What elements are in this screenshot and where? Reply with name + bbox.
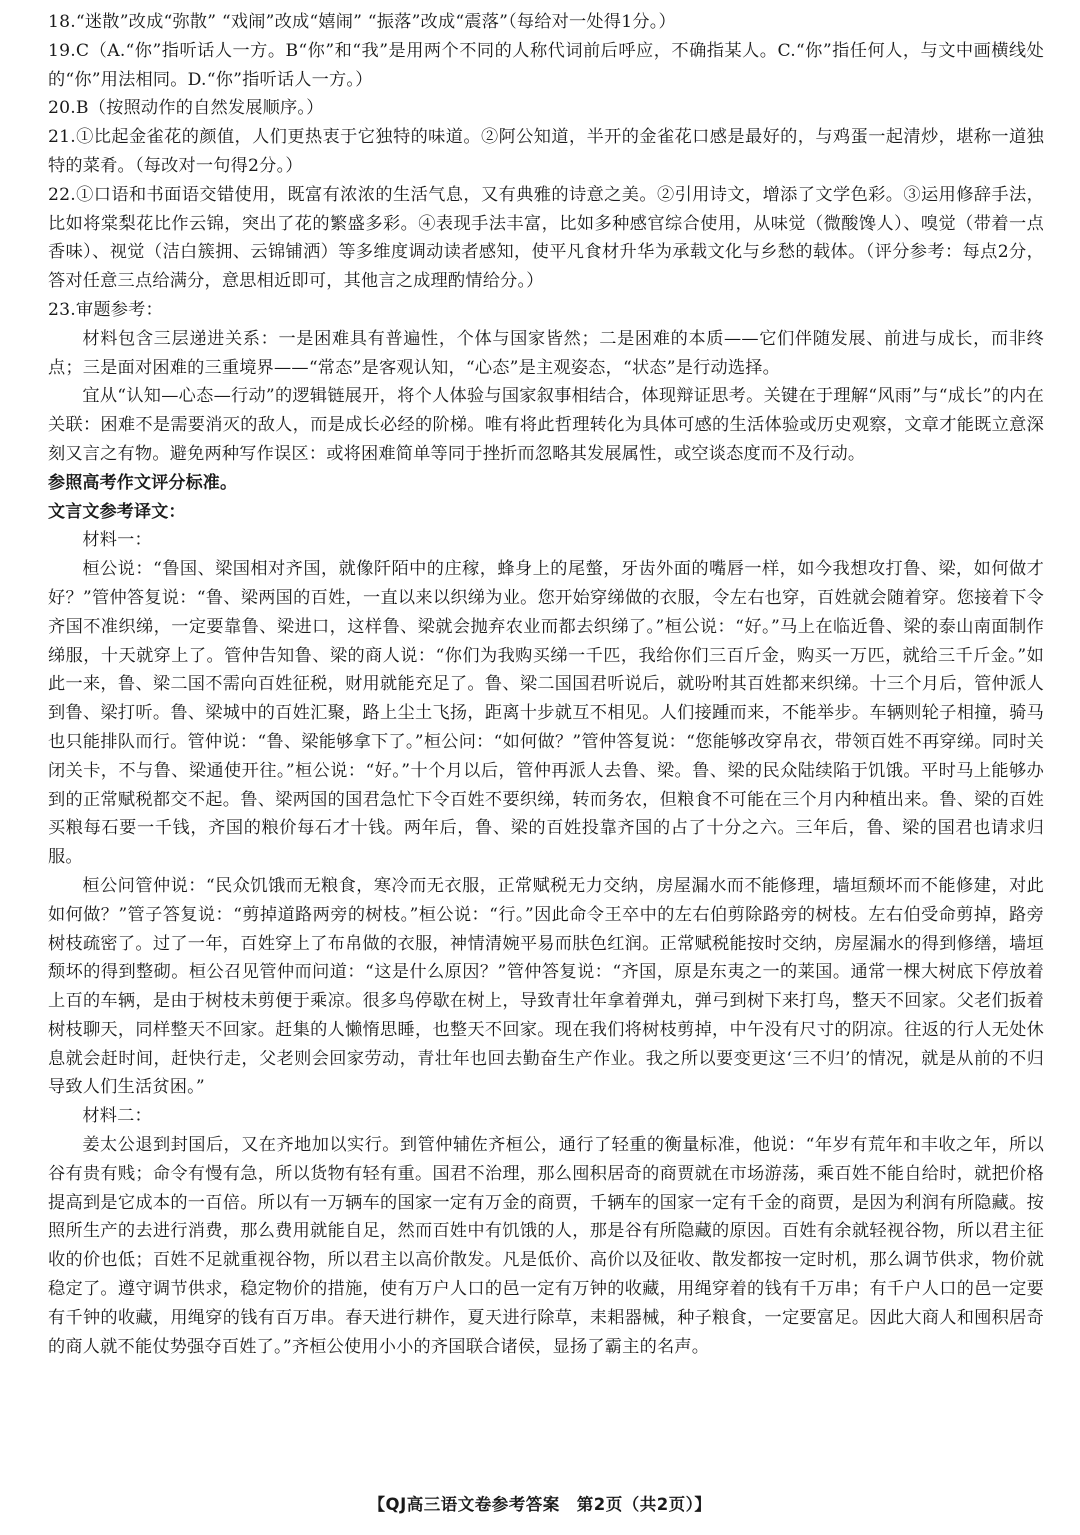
essay-standard-heading: 参照高考作文评分标准。 xyxy=(48,472,238,493)
material-2-label: 材料二： xyxy=(82,1106,152,1127)
answer-23-paragraph-1: 材料包含三层递进关系：一是困难具有普遍性，个体与国家皆然；二是困难的本质——它们伴随发展、前进与成长，而非终点；三是面对困难的三重境界——“常态”是客观认知，“心态”是主观姿态，“状态”是行动选择。 xyxy=(48,328,1044,378)
material-1-paragraph-1: 桓公说：“鲁国、梁国相对齐国，就像阡陌中的庄稼，蜂身上的尾螫，牙齿外面的嘴唇一样，如今我想攻打鲁、梁，如何做才好？”管仲答复说：“鲁、梁两国的百姓，一直以来以织绨为业。您开始穿绨做的衣服，令左右也穿，百姓就会随着穿。您接着下令齐国不准织绨，一定要靠鲁、梁进口，这样鲁、梁就会抛弃农业而都去织绨了。”桓公说：“好。”马上在临近鲁、梁的泰山南面制作绨服，十天就穿上了。管仲告知鲁、梁的商人说：“你们为我购买绨一千匹，我给你们三百斤金，购买一万匹，就给三千斤金。”如此一来，鲁、梁二国不需向百姓征税，财用就能充足了。鲁、梁二国国君听说后，就吩咐其百姓都来织绨。十三个月后，管仲派人到鲁、梁打听。鲁、梁城中的百姓汇聚，路上尘土飞扬，距离十步就互不相见。人们接踵而来，不能举步。车辆则轮子相撞，骑马也只能排队而行。管仲说：“鲁、梁能够拿下了。”桓公问：“如何做？”管仲答复说：“您能够改穿帛衣，带领百姓不再穿绨。同时关闭关卡，不与鲁、梁通使开往。”桓公说：“好。”十个月以后，管仲再派人去鲁、梁。鲁、梁的民众陆续陷于饥饿。平时马上能够办到的正常赋税都交不起。鲁、梁两国的国君急忙下令百姓不要织绨，转而务农，但粮食不可能在三个月内种植出来。鲁、梁的百姓买粮每石要一千钱，齐国的粮价每石才十钱。两年后，鲁、梁的百姓投靠齐国的占了十分之六。三年后，鲁、梁的国君也请求归服。 xyxy=(48,559,1044,868)
answer-18: 18.“迷散”改成“弥散” “戏闹”改成“嬉闹” “振落”改成“震落”（每给对一处得1分。） xyxy=(48,12,676,32)
answer-19: 19.C（A.“你”指听话人一方。B“你”和“我”是用两个不同的人称代词前后呼应，不确指某人。C.“你”指任何人，与文中画横线处的“你”用法相同。D.“你”指听话人一方。） xyxy=(48,40,1044,90)
answer-21: 21.①比起金雀花的颜值，人们更热衷于它独特的味道。②阿公知道，半开的金雀花口感是最好的，与鸡蛋一起清炒，堪称一道独特的菜肴。（每改对一句得2分。） xyxy=(48,127,1044,176)
answer-20: 20.B（按照动作的自然发展顺序。） xyxy=(48,98,324,119)
material-2-paragraph-1: 姜太公退到封国后，又在齐地加以实行。到管仲辅佐齐桓公，通行了轻重的衡量标准，他说：“年岁有荒年和丰收之年，所以谷有贵有贱；命令有慢有急，所以货物有轻有重。国君不治理，那么囤积居奇的商贾就在市场游荡，乘百姓不能自给时，就把价格提高到是它成本的一百倍。所以有一万辆车的国家一定有万金的商贾，千辆车的国家一定有千金的商贾，是因为利润有所隐藏。按照所生产的去进行消费，那么费用就能自足，然而百姓中有饥饿的人，那是谷有所隐藏的原因。百姓有余就轻视谷物，所以君主征收的价也低；百姓不足就重视谷物，所以君主以高价散发。凡是低价、高价以及征收、散发都按一定时机，那么调节供求，物价就稳定了。遵守调节供求，稳定物价的措施，使有万户人口的邑一定有万钟的收藏，用绳穿着的钱有千万串；有千户人口的邑一定要有千钟的收藏，用绳穿的钱有百万串。春天进行耕作，夏天进行除草，耒耜器械，种子粮食，一定要富足。因此大商人和囤积居奇的商人就不能仗势强夺百姓了。”齐桓公使用小小的齐国联合诸侯，显扬了霸主的名声。 xyxy=(48,1135,1044,1357)
page-footer: 【QJ高三语文卷参考答案 第2页（共2页）】 xyxy=(368,1495,712,1514)
material-1-paragraph-2: 桓公问管仲说：“民众饥饿而无粮食，寒冷而无衣服，正常赋税无力交纳，房屋漏水而不能修理，墙垣颓坏而不能修建，对此如何做？”管子答复说：“剪掉道路两旁的树枝。”桓公说：“行。”因此命令王卒中的左右伯剪除路旁的树枝。左右伯受命剪掉，路旁树枝疏密了。过了一年，百姓穿上了布帛做的衣服，神情清婉平易而肤色红润。正常赋税能按时交纳，房屋漏水的得到修缮，墙垣颓坏的得到整砌。桓公召见管仲而问道：“这是什么原因？”管仲答复说：“齐国，原是东夷之一的莱国。通常一棵大树底下停放着上百的车辆，是由于树枝未剪便于乘凉。很多鸟停歇在树上，导致青壮年拿着弹丸，弹弓到树下来打鸟，整天不回家。父老们扳着树枝聊天，同样整天不回家。赶集的人懒惰思睡，也整天不回家。现在我们将树枝剪掉，中午没有尺寸的阴凉。往返的行人无处休息就会赶时间，赶快行走，父老则会回家劳动，青壮年也回去勤奋生产作业。我之所以要变更这‘三不归’的情况，就是从前的不归导致人们生活贫困。” xyxy=(48,875,1044,1098)
answer-23-paragraph-2: 宜从“认知—心态—行动”的逻辑链展开，将个人体验与国家叙事相结合，体现辩证思考。关键在于理解“风雨”与“成长”的内在关联：困难不是需要消灭的敌人，而是成长必经的阶梯。唯有将此哲理转化为具体可感的生活体验或历史观察，文章才能既立意深刻又言之有物。避免两种写作误区：或将困难简单等同于挫折而忽略其发展属性，或空谈态度而不及行动。 xyxy=(48,386,1044,464)
translation-heading: 文言文参考译文： xyxy=(48,501,186,522)
answer-23-heading: 23.审题参考： xyxy=(48,299,163,320)
material-1-label: 材料一： xyxy=(82,530,152,551)
answer-22: 22.①口语和书面语交错使用，既富有浓浓的生活气息，又有典雅的诗意之美。②引用诗文，增添了文学色彩。③运用修辞手法，比如将棠梨花比作云锦，突出了花的繁盛多彩。④表现手法丰富，比如多种感官综合使用，从味觉（微酸馋人）、嗅觉（带着一点香味）、视觉（洁白簇拥、云锦铺洒）等多维度调动读者感知，使平凡食材升华为承载文化与乡愁的载体。（评分参考：每点2分，答对任意三点给满分，意思相近即可，其他言之成理酌情给分。） xyxy=(48,184,1044,292)
